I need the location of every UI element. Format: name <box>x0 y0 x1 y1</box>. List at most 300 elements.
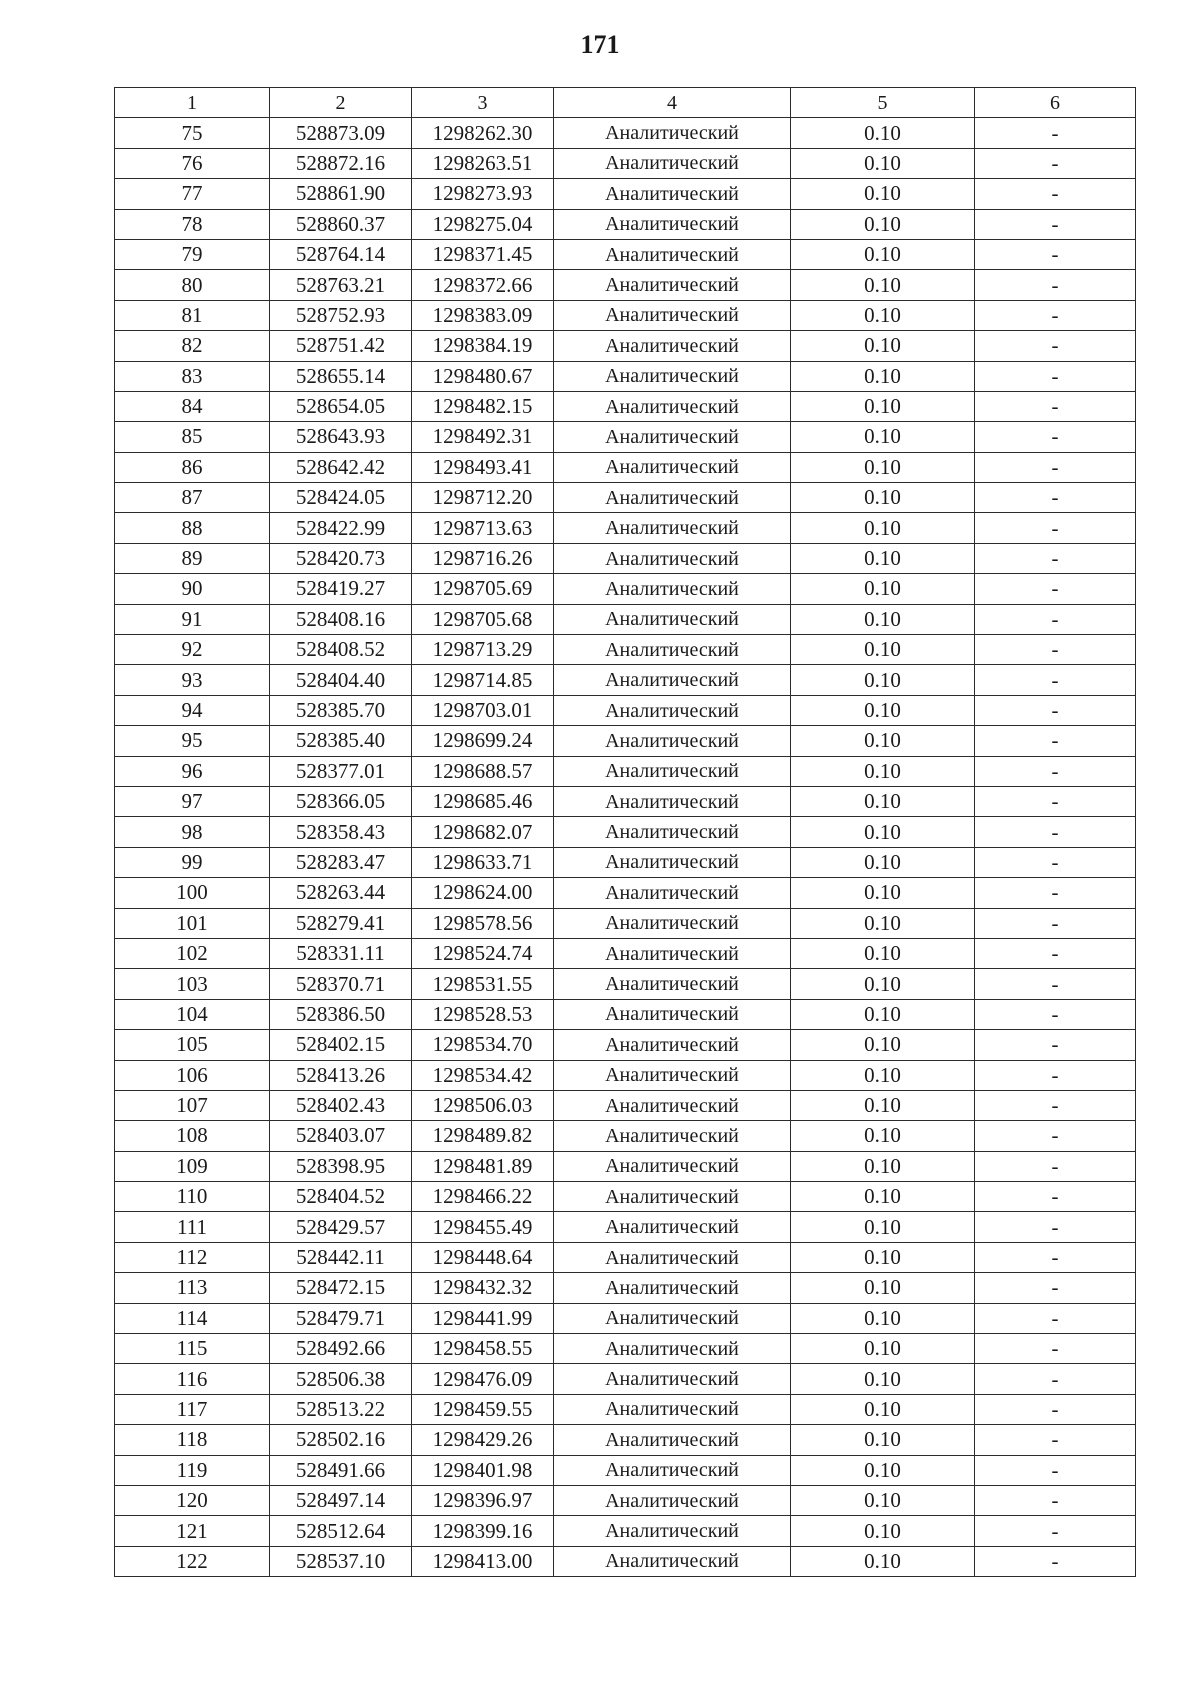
accuracy-cell: 0.10 <box>791 391 975 421</box>
x-coordinate-cell: 528366.05 <box>270 786 412 816</box>
method-cell: Аналитический <box>554 665 791 695</box>
y-coordinate-cell: 1298432.32 <box>412 1273 554 1303</box>
x-coordinate-cell: 528402.43 <box>270 1090 412 1120</box>
accuracy-cell: 0.10 <box>791 118 975 148</box>
point-number-cell: 76 <box>115 148 270 178</box>
accuracy-cell: 0.10 <box>791 999 975 1029</box>
description-cell: - <box>975 756 1136 786</box>
method-cell: Аналитический <box>554 391 791 421</box>
point-number-cell: 98 <box>115 817 270 847</box>
point-number-cell: 96 <box>115 756 270 786</box>
y-coordinate-cell: 1298705.69 <box>412 574 554 604</box>
method-cell: Аналитический <box>554 118 791 148</box>
description-cell: - <box>975 543 1136 573</box>
point-number-cell: 77 <box>115 179 270 209</box>
point-number-cell: 112 <box>115 1242 270 1272</box>
table-row <box>115 726 1136 756</box>
description-cell: - <box>975 118 1136 148</box>
x-coordinate-cell: 528419.27 <box>270 574 412 604</box>
table-row <box>115 1242 1136 1272</box>
x-coordinate-cell: 528642.42 <box>270 452 412 482</box>
accuracy-cell: 0.10 <box>791 1151 975 1181</box>
method-cell: Аналитический <box>554 1303 791 1333</box>
accuracy-cell: 0.10 <box>791 817 975 847</box>
method-cell: Аналитический <box>554 148 791 178</box>
x-coordinate-cell: 528404.40 <box>270 665 412 695</box>
x-coordinate-cell: 528502.16 <box>270 1425 412 1455</box>
column-header-4: 4 <box>554 88 791 118</box>
description-cell: - <box>975 452 1136 482</box>
description-cell: - <box>975 1182 1136 1212</box>
x-coordinate-cell: 528398.95 <box>270 1151 412 1181</box>
method-cell: Аналитический <box>554 756 791 786</box>
y-coordinate-cell: 1298524.74 <box>412 938 554 968</box>
x-coordinate-cell: 528764.14 <box>270 239 412 269</box>
y-coordinate-cell: 1298713.29 <box>412 635 554 665</box>
description-cell: - <box>975 1242 1136 1272</box>
point-number-cell: 79 <box>115 239 270 269</box>
description-cell: - <box>975 148 1136 178</box>
x-coordinate-cell: 528429.57 <box>270 1212 412 1242</box>
table-row <box>115 452 1136 482</box>
x-coordinate-cell: 528872.16 <box>270 148 412 178</box>
y-coordinate-cell: 1298624.00 <box>412 878 554 908</box>
description-cell: - <box>975 604 1136 634</box>
table-row <box>115 695 1136 725</box>
x-coordinate-cell: 528860.37 <box>270 209 412 239</box>
table-row <box>115 1334 1136 1364</box>
point-number-cell: 100 <box>115 878 270 908</box>
method-cell: Аналитический <box>554 1212 791 1242</box>
description-cell: - <box>975 1546 1136 1576</box>
accuracy-cell: 0.10 <box>791 361 975 391</box>
y-coordinate-cell: 1298455.49 <box>412 1212 554 1242</box>
y-coordinate-cell: 1298528.53 <box>412 999 554 1029</box>
accuracy-cell: 0.10 <box>791 847 975 877</box>
accuracy-cell: 0.10 <box>791 1242 975 1272</box>
accuracy-cell: 0.10 <box>791 1121 975 1151</box>
x-coordinate-cell: 528385.40 <box>270 726 412 756</box>
y-coordinate-cell: 1298703.01 <box>412 695 554 725</box>
x-coordinate-cell: 528763.21 <box>270 270 412 300</box>
column-header-5: 5 <box>791 88 975 118</box>
table-row <box>115 635 1136 665</box>
accuracy-cell: 0.10 <box>791 665 975 695</box>
point-number-cell: 114 <box>115 1303 270 1333</box>
y-coordinate-cell: 1298705.68 <box>412 604 554 634</box>
accuracy-cell: 0.10 <box>791 1273 975 1303</box>
table-row <box>115 239 1136 269</box>
point-number-cell: 111 <box>115 1212 270 1242</box>
x-coordinate-cell: 528873.09 <box>270 118 412 148</box>
coordinates-table <box>114 87 1136 1577</box>
method-cell: Аналитический <box>554 1485 791 1515</box>
method-cell: Аналитический <box>554 878 791 908</box>
method-cell: Аналитический <box>554 1182 791 1212</box>
point-number-cell: 105 <box>115 1030 270 1060</box>
method-cell: Аналитический <box>554 1546 791 1576</box>
description-cell: - <box>975 847 1136 877</box>
accuracy-cell: 0.10 <box>791 1212 975 1242</box>
table-row <box>115 574 1136 604</box>
point-number-cell: 110 <box>115 1182 270 1212</box>
description-cell: - <box>975 938 1136 968</box>
accuracy-cell: 0.10 <box>791 1303 975 1333</box>
point-number-cell: 80 <box>115 270 270 300</box>
column-header-1: 1 <box>115 88 270 118</box>
point-number-cell: 91 <box>115 604 270 634</box>
y-coordinate-cell: 1298714.85 <box>412 665 554 695</box>
point-number-cell: 120 <box>115 1485 270 1515</box>
description-cell: - <box>975 635 1136 665</box>
description-cell: - <box>975 1060 1136 1090</box>
y-coordinate-cell: 1298489.82 <box>412 1121 554 1151</box>
y-coordinate-cell: 1298413.00 <box>412 1546 554 1576</box>
method-cell: Аналитический <box>554 483 791 513</box>
description-cell: - <box>975 695 1136 725</box>
description-cell: - <box>975 726 1136 756</box>
x-coordinate-cell: 528408.52 <box>270 635 412 665</box>
accuracy-cell: 0.10 <box>791 1182 975 1212</box>
description-cell: - <box>975 1121 1136 1151</box>
point-number-cell: 101 <box>115 908 270 938</box>
point-number-cell: 99 <box>115 847 270 877</box>
method-cell: Аналитический <box>554 1242 791 1272</box>
y-coordinate-cell: 1298688.57 <box>412 756 554 786</box>
table-row <box>115 391 1136 421</box>
method-cell: Аналитический <box>554 969 791 999</box>
accuracy-cell: 0.10 <box>791 422 975 452</box>
point-number-cell: 102 <box>115 938 270 968</box>
method-cell: Аналитический <box>554 1455 791 1485</box>
method-cell: Аналитический <box>554 209 791 239</box>
accuracy-cell: 0.10 <box>791 1425 975 1455</box>
table-row <box>115 1060 1136 1090</box>
description-cell: - <box>975 1516 1136 1546</box>
table-row <box>115 756 1136 786</box>
accuracy-cell: 0.10 <box>791 1394 975 1424</box>
accuracy-cell: 0.10 <box>791 239 975 269</box>
table-row <box>115 1151 1136 1181</box>
point-number-cell: 118 <box>115 1425 270 1455</box>
column-header-2: 2 <box>270 88 412 118</box>
page-number: 171 <box>580 30 620 59</box>
method-cell: Аналитический <box>554 1121 791 1151</box>
point-number-cell: 81 <box>115 300 270 330</box>
point-number-cell: 116 <box>115 1364 270 1394</box>
method-cell: Аналитический <box>554 938 791 968</box>
x-coordinate-cell: 528442.11 <box>270 1242 412 1272</box>
description-cell: - <box>975 300 1136 330</box>
table-row <box>115 331 1136 361</box>
description-cell: - <box>975 483 1136 513</box>
x-coordinate-cell: 528472.15 <box>270 1273 412 1303</box>
method-cell: Аналитический <box>554 1394 791 1424</box>
point-number-cell: 115 <box>115 1334 270 1364</box>
accuracy-cell: 0.10 <box>791 786 975 816</box>
x-coordinate-cell: 528491.66 <box>270 1455 412 1485</box>
description-cell: - <box>975 908 1136 938</box>
x-coordinate-cell: 528492.66 <box>270 1334 412 1364</box>
y-coordinate-cell: 1298459.55 <box>412 1394 554 1424</box>
y-coordinate-cell: 1298716.26 <box>412 543 554 573</box>
accuracy-cell: 0.10 <box>791 300 975 330</box>
accuracy-cell: 0.10 <box>791 878 975 908</box>
point-number-cell: 104 <box>115 999 270 1029</box>
point-number-cell: 75 <box>115 118 270 148</box>
y-coordinate-cell: 1298578.56 <box>412 908 554 938</box>
description-cell: - <box>975 1030 1136 1060</box>
description-cell: - <box>975 209 1136 239</box>
x-coordinate-cell: 528279.41 <box>270 908 412 938</box>
y-coordinate-cell: 1298429.26 <box>412 1425 554 1455</box>
accuracy-cell: 0.10 <box>791 1364 975 1394</box>
table-row <box>115 1364 1136 1394</box>
description-cell: - <box>975 817 1136 847</box>
table-row <box>115 999 1136 1029</box>
y-coordinate-cell: 1298712.20 <box>412 483 554 513</box>
point-number-cell: 121 <box>115 1516 270 1546</box>
table-row <box>115 1425 1136 1455</box>
method-cell: Аналитический <box>554 999 791 1029</box>
description-cell: - <box>975 665 1136 695</box>
method-cell: Аналитический <box>554 513 791 543</box>
x-coordinate-cell: 528402.15 <box>270 1030 412 1060</box>
description-cell: - <box>975 1090 1136 1120</box>
description-cell: - <box>975 1425 1136 1455</box>
description-cell: - <box>975 969 1136 999</box>
table-row <box>115 270 1136 300</box>
method-cell: Аналитический <box>554 1425 791 1455</box>
accuracy-cell: 0.10 <box>791 726 975 756</box>
table-row <box>115 148 1136 178</box>
table-row <box>115 1182 1136 1212</box>
y-coordinate-cell: 1298441.99 <box>412 1303 554 1333</box>
table-row <box>115 1121 1136 1151</box>
method-cell: Аналитический <box>554 635 791 665</box>
y-coordinate-cell: 1298401.98 <box>412 1455 554 1485</box>
description-cell: - <box>975 1455 1136 1485</box>
point-number-cell: 83 <box>115 361 270 391</box>
point-number-cell: 93 <box>115 665 270 695</box>
description-cell: - <box>975 786 1136 816</box>
x-coordinate-cell: 528643.93 <box>270 422 412 452</box>
x-coordinate-cell: 528506.38 <box>270 1364 412 1394</box>
y-coordinate-cell: 1298493.41 <box>412 452 554 482</box>
y-coordinate-cell: 1298263.51 <box>412 148 554 178</box>
description-cell: - <box>975 270 1136 300</box>
description-cell: - <box>975 239 1136 269</box>
table-row <box>115 361 1136 391</box>
table-row <box>115 483 1136 513</box>
x-coordinate-cell: 528537.10 <box>270 1546 412 1576</box>
point-number-cell: 119 <box>115 1455 270 1485</box>
x-coordinate-cell: 528385.70 <box>270 695 412 725</box>
table-row <box>115 908 1136 938</box>
y-coordinate-cell: 1298458.55 <box>412 1334 554 1364</box>
table-row <box>115 300 1136 330</box>
method-cell: Аналитический <box>554 908 791 938</box>
y-coordinate-cell: 1298482.15 <box>412 391 554 421</box>
description-cell: - <box>975 1151 1136 1181</box>
x-coordinate-cell: 528752.93 <box>270 300 412 330</box>
method-cell: Аналитический <box>554 786 791 816</box>
accuracy-cell: 0.10 <box>791 1334 975 1364</box>
description-cell: - <box>975 1273 1136 1303</box>
y-coordinate-cell: 1298682.07 <box>412 817 554 847</box>
point-number-cell: 113 <box>115 1273 270 1303</box>
accuracy-cell: 0.10 <box>791 938 975 968</box>
x-coordinate-cell: 528358.43 <box>270 817 412 847</box>
accuracy-cell: 0.10 <box>791 1060 975 1090</box>
x-coordinate-cell: 528513.22 <box>270 1394 412 1424</box>
method-cell: Аналитический <box>554 847 791 877</box>
y-coordinate-cell: 1298481.89 <box>412 1151 554 1181</box>
table-body <box>115 118 1136 1577</box>
y-coordinate-cell: 1298275.04 <box>412 209 554 239</box>
y-coordinate-cell: 1298492.31 <box>412 422 554 452</box>
table-row <box>115 1455 1136 1485</box>
method-cell: Аналитический <box>554 270 791 300</box>
x-coordinate-cell: 528422.99 <box>270 513 412 543</box>
method-cell: Аналитический <box>554 726 791 756</box>
x-coordinate-cell: 528283.47 <box>270 847 412 877</box>
x-coordinate-cell: 528263.44 <box>270 878 412 908</box>
x-coordinate-cell: 528424.05 <box>270 483 412 513</box>
x-coordinate-cell: 528497.14 <box>270 1485 412 1515</box>
table-row <box>115 1303 1136 1333</box>
accuracy-cell: 0.10 <box>791 1090 975 1120</box>
method-cell: Аналитический <box>554 1516 791 1546</box>
description-cell: - <box>975 361 1136 391</box>
table-row <box>115 209 1136 239</box>
x-coordinate-cell: 528377.01 <box>270 756 412 786</box>
accuracy-cell: 0.10 <box>791 331 975 361</box>
description-cell: - <box>975 1485 1136 1515</box>
table-row <box>115 878 1136 908</box>
accuracy-cell: 0.10 <box>791 1030 975 1060</box>
accuracy-cell: 0.10 <box>791 908 975 938</box>
point-number-cell: 95 <box>115 726 270 756</box>
accuracy-cell: 0.10 <box>791 969 975 999</box>
x-coordinate-cell: 528370.71 <box>270 969 412 999</box>
description-cell: - <box>975 1394 1136 1424</box>
description-cell: - <box>975 999 1136 1029</box>
point-number-cell: 90 <box>115 574 270 604</box>
x-coordinate-cell: 528413.26 <box>270 1060 412 1090</box>
method-cell: Аналитический <box>554 422 791 452</box>
description-cell: - <box>975 1364 1136 1394</box>
description-cell: - <box>975 574 1136 604</box>
point-number-cell: 92 <box>115 635 270 665</box>
method-cell: Аналитический <box>554 1030 791 1060</box>
y-coordinate-cell: 1298466.22 <box>412 1182 554 1212</box>
table-header <box>115 88 1136 118</box>
table-row <box>115 118 1136 148</box>
column-header-6: 6 <box>975 88 1136 118</box>
accuracy-cell: 0.10 <box>791 635 975 665</box>
y-coordinate-cell: 1298396.97 <box>412 1485 554 1515</box>
table-row <box>115 513 1136 543</box>
point-number-cell: 86 <box>115 452 270 482</box>
table-row <box>115 1030 1136 1060</box>
point-number-cell: 106 <box>115 1060 270 1090</box>
x-coordinate-cell: 528420.73 <box>270 543 412 573</box>
description-cell: - <box>975 179 1136 209</box>
table-row <box>115 1394 1136 1424</box>
accuracy-cell: 0.10 <box>791 756 975 786</box>
point-number-cell: 89 <box>115 543 270 573</box>
method-cell: Аналитический <box>554 179 791 209</box>
table-row <box>115 604 1136 634</box>
accuracy-cell: 0.10 <box>791 148 975 178</box>
method-cell: Аналитический <box>554 331 791 361</box>
point-number-cell: 103 <box>115 969 270 999</box>
y-coordinate-cell: 1298531.55 <box>412 969 554 999</box>
method-cell: Аналитический <box>554 1151 791 1181</box>
point-number-cell: 78 <box>115 209 270 239</box>
description-cell: - <box>975 422 1136 452</box>
x-coordinate-cell: 528386.50 <box>270 999 412 1029</box>
description-cell: - <box>975 1303 1136 1333</box>
point-number-cell: 94 <box>115 695 270 725</box>
method-cell: Аналитический <box>554 1364 791 1394</box>
accuracy-cell: 0.10 <box>791 483 975 513</box>
table-row <box>115 1485 1136 1515</box>
method-cell: Аналитический <box>554 1060 791 1090</box>
y-coordinate-cell: 1298384.19 <box>412 331 554 361</box>
y-coordinate-cell: 1298633.71 <box>412 847 554 877</box>
y-coordinate-cell: 1298372.66 <box>412 270 554 300</box>
method-cell: Аналитический <box>554 361 791 391</box>
description-cell: - <box>975 391 1136 421</box>
method-cell: Аналитический <box>554 452 791 482</box>
y-coordinate-cell: 1298534.70 <box>412 1030 554 1060</box>
point-number-cell: 88 <box>115 513 270 543</box>
table-row <box>115 938 1136 968</box>
x-coordinate-cell: 528861.90 <box>270 179 412 209</box>
column-header-3: 3 <box>412 88 554 118</box>
table-row <box>115 1212 1136 1242</box>
method-cell: Аналитический <box>554 695 791 725</box>
method-cell: Аналитический <box>554 1273 791 1303</box>
x-coordinate-cell: 528403.07 <box>270 1121 412 1151</box>
y-coordinate-cell: 1298371.45 <box>412 239 554 269</box>
accuracy-cell: 0.10 <box>791 270 975 300</box>
table-row <box>115 786 1136 816</box>
y-coordinate-cell: 1298383.09 <box>412 300 554 330</box>
accuracy-cell: 0.10 <box>791 1485 975 1515</box>
description-cell: - <box>975 1212 1136 1242</box>
point-number-cell: 117 <box>115 1394 270 1424</box>
accuracy-cell: 0.10 <box>791 574 975 604</box>
method-cell: Аналитический <box>554 574 791 604</box>
x-coordinate-cell: 528654.05 <box>270 391 412 421</box>
description-cell: - <box>975 513 1136 543</box>
method-cell: Аналитический <box>554 1090 791 1120</box>
y-coordinate-cell: 1298713.63 <box>412 513 554 543</box>
x-coordinate-cell: 528404.52 <box>270 1182 412 1212</box>
method-cell: Аналитический <box>554 239 791 269</box>
accuracy-cell: 0.10 <box>791 1516 975 1546</box>
table-row <box>115 847 1136 877</box>
point-number-cell: 108 <box>115 1121 270 1151</box>
table-row <box>115 179 1136 209</box>
method-cell: Аналитический <box>554 543 791 573</box>
table-row <box>115 422 1136 452</box>
accuracy-cell: 0.10 <box>791 452 975 482</box>
accuracy-cell: 0.10 <box>791 179 975 209</box>
